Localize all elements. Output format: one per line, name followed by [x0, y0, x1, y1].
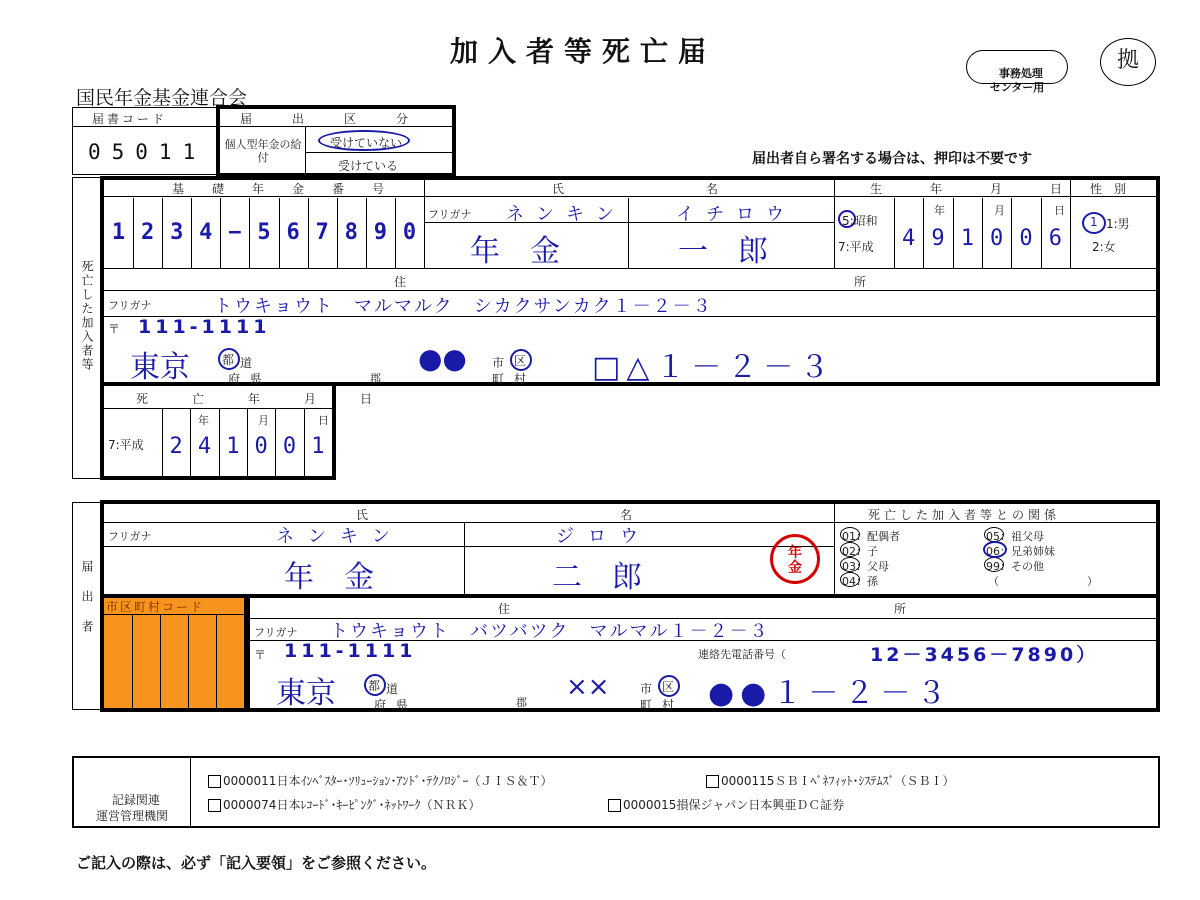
kiso-digit: −: [228, 220, 242, 245]
kubun-opt2[interactable]: 受けている: [338, 159, 399, 173]
n-furigana-label: フリガナ: [108, 530, 152, 543]
deceased-street: □△１－２－３: [592, 350, 836, 385]
personal-seal-text: 年金: [788, 545, 802, 576]
relation-circle: [984, 527, 1004, 542]
kubun-label: 届 出 区 分: [240, 112, 423, 126]
shi-1: 市: [492, 356, 505, 370]
form-title: 加入者等死亡届: [450, 35, 717, 68]
n-addr-furi-label: フリガナ: [254, 626, 298, 639]
kiroku-opt4-text: 0000015損保ジャパン日本興亜ＤＣ証券: [623, 798, 845, 812]
notifier-sei: 年 金: [284, 560, 374, 595]
relation-circle: [840, 527, 860, 542]
footer-note: ご記入の際は、必ず「記入要領」をご参照ください。: [76, 854, 437, 872]
fu-1: 府: [228, 372, 241, 386]
code-grid-line: [216, 614, 217, 708]
kiroku-label-text: 記録関連 運営管理機関: [95, 793, 168, 823]
relation-option: 03：父母: [842, 560, 889, 573]
mura-2: 村: [662, 698, 675, 712]
death-digit: 0: [282, 434, 297, 459]
sex-label: 性 別: [1090, 182, 1127, 196]
kiso-digit: 5: [257, 220, 271, 245]
birth-digit: 9: [931, 226, 945, 251]
relation-circle: [984, 557, 1004, 572]
notifier-furi-mei: ジロウ: [556, 526, 652, 547]
code-grid-line: [132, 614, 133, 708]
relation-option: 05：祖父母: [986, 530, 1044, 543]
kyo-mark: [1100, 38, 1156, 86]
kiroku-opt1-text: 0000011日本ｲﾝﾍﾞｽﾀｰ･ｿﾘｭｰｼｮﾝ･ｱﾝﾄﾞ･ﾃｸﾉﾛｼﾞｰ（ＪＩＳ＆Ｔ）: [223, 774, 553, 788]
ku-1: 区: [514, 354, 527, 368]
deceased-postal: 111-1111: [138, 316, 271, 338]
kubun-sub: [224, 138, 302, 164]
city-code-label: 市区町村コード: [106, 600, 205, 614]
birth-label: 生 年 月 日: [870, 182, 1081, 196]
gun-2: 郡: [516, 696, 527, 709]
death-label: 死 亡 年 月 日: [136, 392, 389, 406]
deceased-mei: 一 郎: [678, 234, 768, 269]
to-2: 都: [368, 679, 381, 693]
death-digit: 1: [311, 434, 325, 459]
kiso-digit: 9: [373, 220, 387, 245]
office-stamp: [966, 50, 1068, 94]
n-shi-label: 氏: [356, 508, 369, 522]
mura-1: 村: [514, 372, 527, 386]
relation-circle: [840, 557, 860, 572]
birth-nen: 年: [934, 204, 945, 217]
office-stamp-text: 事務処理 センター用: [989, 67, 1045, 94]
rel-label: 死亡した加入者等との関係: [868, 508, 1061, 522]
relation-option: 02：子: [842, 545, 878, 558]
code-grid-line: [104, 614, 244, 615]
kiroku-box: [72, 756, 1160, 828]
machi-2: 町: [640, 698, 653, 712]
deceased-furi-mei: イチロウ: [676, 204, 796, 225]
checkbox-icon[interactable]: [208, 799, 221, 812]
death-digit: 2: [169, 434, 183, 459]
kiroku-opt3[interactable]: [208, 796, 480, 813]
to-1: 都: [222, 353, 235, 367]
shi-2: 市: [640, 682, 653, 696]
machi-1: 町: [492, 372, 505, 386]
notifier-postal: 111-1111: [284, 640, 417, 662]
death-hi: 日: [318, 414, 329, 427]
kiso-digit: 3: [170, 220, 184, 245]
relation-circle: [840, 542, 860, 557]
notifier-tel: 12－3456－7890）: [870, 644, 1099, 666]
relation-option: 01：配偶者: [842, 530, 900, 543]
n-addr-label-l: 住: [498, 602, 511, 616]
death-tsuki: 月: [258, 414, 269, 427]
sign-notice: 届出者自ら署名する場合は、押印は不要です: [752, 151, 1032, 167]
code-grid-line: [160, 614, 161, 708]
ku-2: 区: [662, 680, 675, 694]
sex-one: 1: [1090, 215, 1098, 229]
code-grid-line: [188, 614, 189, 708]
deceased-sei: 年 金: [470, 234, 560, 269]
deceased-furi-sei: ネンキン: [506, 204, 626, 225]
notifier-mei: 二 郎: [552, 560, 642, 595]
kiso-digit: 1: [111, 220, 126, 245]
kiroku-opt3-text: 0000074日本ﾚｺｰﾄﾞ･ｷｰﾋﾟﾝｸﾞ･ﾈｯﾄﾜｰｸ（ＮＲＫ）: [223, 798, 481, 812]
relation-circle: [840, 572, 860, 587]
notifier-street: ●●１－２－３: [708, 676, 953, 711]
fu-2: 府: [374, 698, 387, 712]
birth-digit: 1: [960, 226, 974, 251]
kubun-sub-text: 個人型年金の給付: [224, 138, 302, 164]
personal-seal: [770, 534, 820, 584]
deceased-pref: 東京: [130, 350, 190, 385]
notifier-city: ××: [566, 672, 610, 702]
sex-2: 2:女: [1092, 240, 1116, 254]
mei-label: 名: [706, 182, 719, 196]
ken-1: 県: [250, 372, 263, 386]
kiroku-opt4[interactable]: [608, 796, 844, 813]
addr-furi-label: フリガナ: [108, 299, 152, 312]
do-1: 道: [240, 356, 253, 370]
postal-mark-2: 〒: [254, 648, 267, 662]
relation-selected-circle: [983, 541, 1007, 558]
death-digit: 4: [197, 434, 212, 459]
deceased-city: ●●: [418, 342, 467, 375]
notifier-furi-sei: ネンキン: [276, 526, 404, 547]
do-2: 道: [386, 682, 399, 696]
deceased-addr-furi: トウキョウト マルマルク シカクサンカク１－２－３: [214, 296, 713, 317]
kubun-opt1[interactable]: 受けていない: [330, 136, 403, 150]
birth-digit: 0: [1019, 226, 1033, 251]
kyo-mark-text: 拠: [1116, 48, 1139, 73]
relation-option: 99：その他: [986, 560, 1044, 573]
death-era: 7:平成: [108, 438, 144, 452]
notifier-side-label: 届出者: [80, 560, 94, 650]
n-mei-label: 名: [620, 508, 633, 522]
kiso-digit: 4: [199, 220, 213, 245]
sex-1: 1:男: [1106, 217, 1130, 231]
kiso-digit: 0: [402, 220, 417, 245]
kiso-label: 基 礎 年 金 番 号: [172, 182, 393, 196]
kiroku-opt2[interactable]: [706, 772, 954, 789]
checkbox-icon[interactable]: [208, 775, 221, 788]
kiso-digit: 2: [140, 220, 155, 245]
birth-hi: 日: [1054, 204, 1065, 217]
code-label: 届書コード: [92, 112, 168, 126]
n-addr-label-r: 所: [894, 602, 907, 616]
addr-label-r: 所: [854, 275, 867, 289]
kiroku-label: [78, 776, 186, 824]
relation-option: （ ）: [988, 575, 1098, 588]
relation-option: 04：孫: [842, 575, 878, 588]
kiso-digit: 7: [315, 220, 329, 245]
birth-digit: 4: [902, 226, 916, 251]
addr-label-l: 住: [394, 275, 407, 289]
ken-2: 県: [396, 698, 409, 712]
kiroku-opt1[interactable]: [208, 772, 552, 789]
deceased-side-label: 死亡した加入者等: [80, 260, 94, 372]
notifier-addr-furi: トウキョウト バツバツク マルマル１－２－３: [330, 621, 770, 642]
kiroku-opt2-text: 0000115ＳＢＩﾍﾞﾈﾌｨｯﾄ･ｼｽﾃﾑｽﾞ（ＳＢＩ）: [721, 774, 955, 788]
org-name: 国民年金基金連合会: [76, 87, 248, 109]
kiso-digit: 6: [286, 220, 300, 245]
death-digit: 1: [226, 434, 240, 459]
relation-option: 06：兄弟姉妹: [986, 545, 1055, 558]
checkbox-icon[interactable]: [706, 775, 719, 788]
gun-1: 郡: [370, 372, 381, 385]
death-nen: 年: [198, 414, 209, 427]
kiso-digit: 8: [344, 220, 358, 245]
checkbox-icon[interactable]: [608, 799, 621, 812]
death-digit: 0: [254, 434, 268, 459]
notifier-pref: 東京: [276, 676, 336, 711]
code-value: 05011: [88, 140, 207, 164]
era2: 7:平成: [838, 240, 874, 254]
birth-digit: 6: [1048, 226, 1062, 251]
postal-mark-1: 〒: [108, 322, 121, 336]
shi-label: 氏: [552, 182, 565, 196]
birth-tsuki: 月: [994, 204, 1005, 217]
birth-digit: 0: [990, 226, 1004, 251]
furigana-label-1: フリガナ: [428, 208, 472, 221]
era1: 5:昭和: [842, 214, 878, 228]
tel-label: 連絡先電話番号（: [698, 648, 786, 661]
